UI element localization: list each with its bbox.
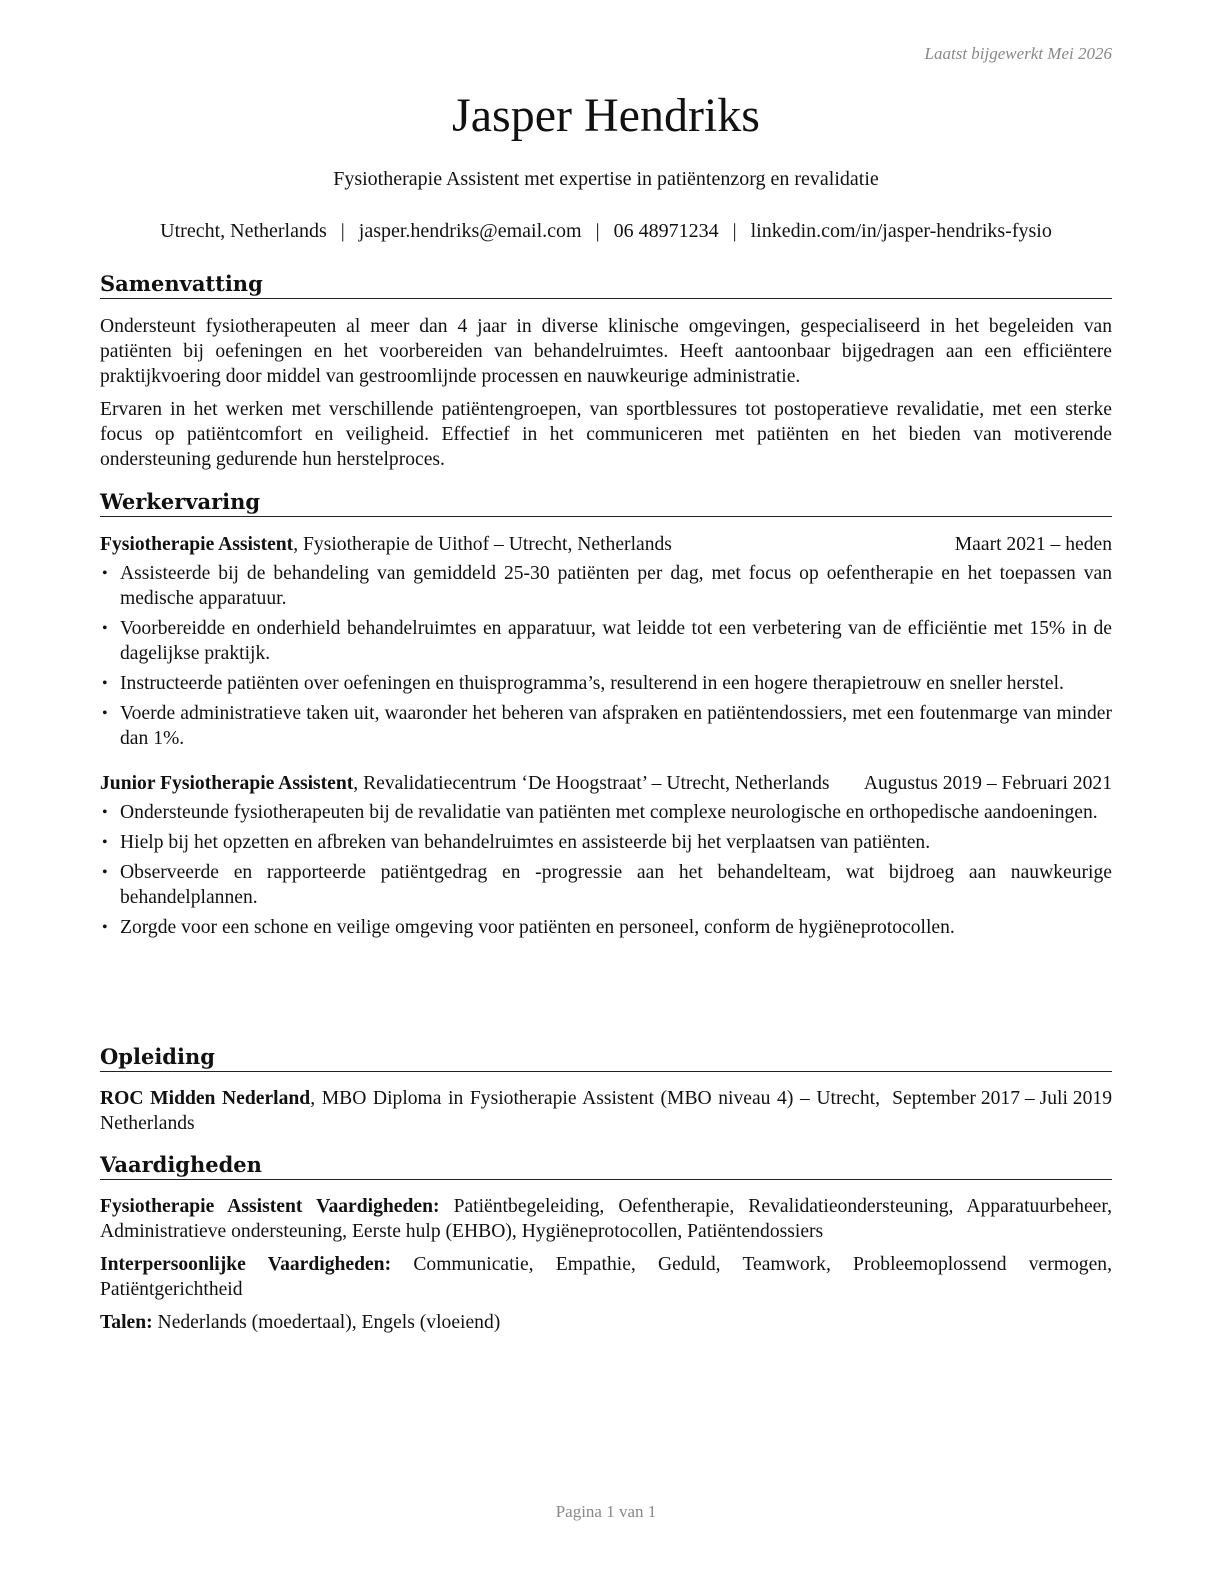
contact-linkedin[interactable]: linkedin.com/in/jasper-hendriks-fysio <box>750 220 1052 242</box>
list-item: • Voerde administratieve taken uit, waaronder het beheren van afspraken en patiëntendossiers, met een foutenmarge van minder dan 1%. <box>102 703 1112 749</box>
skill-group-label: Interpersoonlijke Vaardigheden: <box>100 1254 392 1275</box>
list-item: • Hielp bij het opzetten en afbreken van behandelruimtes en assisteerde bij het verplaatsen van patiënten. <box>102 832 931 853</box>
job-entry <box>100 532 1112 751</box>
contact-line <box>100 218 1112 244</box>
bullet-icon: • <box>102 804 108 821</box>
bullet-icon: • <box>102 919 108 936</box>
job-header <box>100 771 1112 796</box>
candidate-name: Jasper Hendriks <box>452 89 760 142</box>
job-bullet-list <box>100 561 1112 751</box>
education-entry <box>100 1086 1112 1136</box>
bullet-icon: • <box>102 620 108 637</box>
skill-group <box>100 1194 1112 1244</box>
section-title-education: Opleiding <box>100 1044 1112 1072</box>
summary-paragraph: Ervaren in het werken met verschillende patiëntengroepen, van sportblessures tot postoperatieve revalidatie, met een sterke focus op patiëntcomfort en veiligheid. Effectief in het communiceren met patiënten en het bieden van motiverende ondersteuning gedurende hun herstelproces. <box>100 399 1112 470</box>
education-dates: September 2017 – Juli 2019 <box>892 1088 1112 1109</box>
contact-separator: | <box>732 220 737 242</box>
contact-separator: | <box>595 220 600 242</box>
job-dates: Augustus 2019 – Februari 2021 <box>863 773 1112 794</box>
job-org: , Revalidatiecentrum ‘De Hoogstraat’ – Utrecht, Netherlands <box>353 773 830 794</box>
list-item: • Voorbereidde en onderhield behandelruimtes en apparatuur, wat leidde tot een verbetering van de efficiëntie met 15% in de dagelijkse praktijk. <box>102 618 1112 664</box>
skill-group-label: Fysiotherapie Assistent Vaardigheden: <box>100 1196 440 1217</box>
section-title-experience: Werkervaring <box>100 489 1112 517</box>
list-item: • Assisteerde bij de behandeling van gemiddeld 25-30 patiënten per dag, met focus op oefentherapie en het toepassen van medische apparatuur. <box>102 563 1112 609</box>
job-role: Fysiotherapie Assistent <box>100 534 294 555</box>
job-entry <box>100 771 1112 940</box>
education-detail: , MBO Diploma in Fysiotherapie Assistent (MBO niveau 4) – Utrecht, Netherlands <box>100 1088 881 1134</box>
bullet-icon: • <box>102 834 108 851</box>
skill-group <box>100 1310 1112 1335</box>
page-number: Pagina 1 van 1 <box>555 1502 657 1521</box>
skill-group-text: Communicatie, Empathie, Geduld, Teamwork, Probleemoplossend vermogen, Patiëntgerichtheid <box>100 1254 1112 1300</box>
education-school: ROC Midden Nederland <box>100 1088 311 1109</box>
experience-section <box>100 489 1112 945</box>
tagline: Fysiotherapie Assistent met expertise in patiëntenzorg en revalidatie <box>333 168 879 190</box>
summary-paragraph: Ondersteunt fysiotherapeuten al meer dan 4 jaar in diverse klinische omgevingen, gespecialiseerd in het begeleiden van patiënten bij oefeningen en het voorbereiden van behandelruimtes. Heeft aantoonbaar bijgedragen aan een efficiëntere praktijkvoering door middel van gestroomlijnde processen en nauwkeurige administratie. <box>100 316 1112 387</box>
skill-group-text: Nederlands (moedertaal), Engels (vloeiend) <box>152 1312 501 1333</box>
contact-phone: 06 48971234 <box>613 220 719 242</box>
job-dates: Maart 2021 – heden <box>954 534 1112 555</box>
contact-separator: | <box>340 220 345 242</box>
summary-section <box>100 271 1112 472</box>
list-item: • Zorgde voor een schone en veilige omgeving voor patiënten en personeel, conform de hygiëneprotocollen. <box>102 917 955 938</box>
list-item: • Instructeerde patiënten over oefeningen en thuisprogramma’s, resulterend in een hogere therapietrouw en sneller herstel. <box>102 673 1064 694</box>
list-item: • Ondersteunde fysiotherapeuten bij de revalidatie van patiënten met complexe neurologische en orthopedische aandoeningen. <box>102 802 1098 823</box>
skill-group-text: Patiëntbegeleiding, Oefentherapie, Revalidatieondersteuning, Apparatuurbeheer, Administratieve ondersteuning, Eerste hulp (EHBO), Hygiëneprotocollen, Patiëntendossiers <box>100 1196 1112 1242</box>
skill-group <box>100 1252 1112 1302</box>
job-header <box>100 532 1112 557</box>
bullet-icon: • <box>102 705 108 722</box>
skills-section <box>100 1152 1112 1335</box>
list-item: • Observeerde en rapporteerde patiëntgedrag en -progressie aan het behandelteam, wat bijdroeg aan nauwkeurige behandelplannen. <box>102 862 1112 908</box>
skill-group-label: Talen: <box>100 1312 153 1333</box>
job-bullet-list <box>100 800 1112 940</box>
section-title-summary: Samenvatting <box>100 271 1112 299</box>
bullet-icon: • <box>102 675 108 692</box>
section-title-skills: Vaardigheden <box>100 1152 1112 1180</box>
last-updated-note: Laatst bijgewerkt Mei 2026 <box>924 44 1112 63</box>
bullet-icon: • <box>102 565 108 582</box>
contact-location: Utrecht, Netherlands <box>160 220 327 242</box>
education-section <box>100 1044 1112 1136</box>
resume-page <box>100 0 1112 1584</box>
job-role: Junior Fysiotherapie Assistent <box>100 773 354 794</box>
contact-email[interactable]: jasper.hendriks@email.com <box>358 220 582 242</box>
job-org: , Fysiotherapie de Uithof – Utrecht, Netherlands <box>293 534 672 555</box>
bullet-icon: • <box>102 864 108 881</box>
